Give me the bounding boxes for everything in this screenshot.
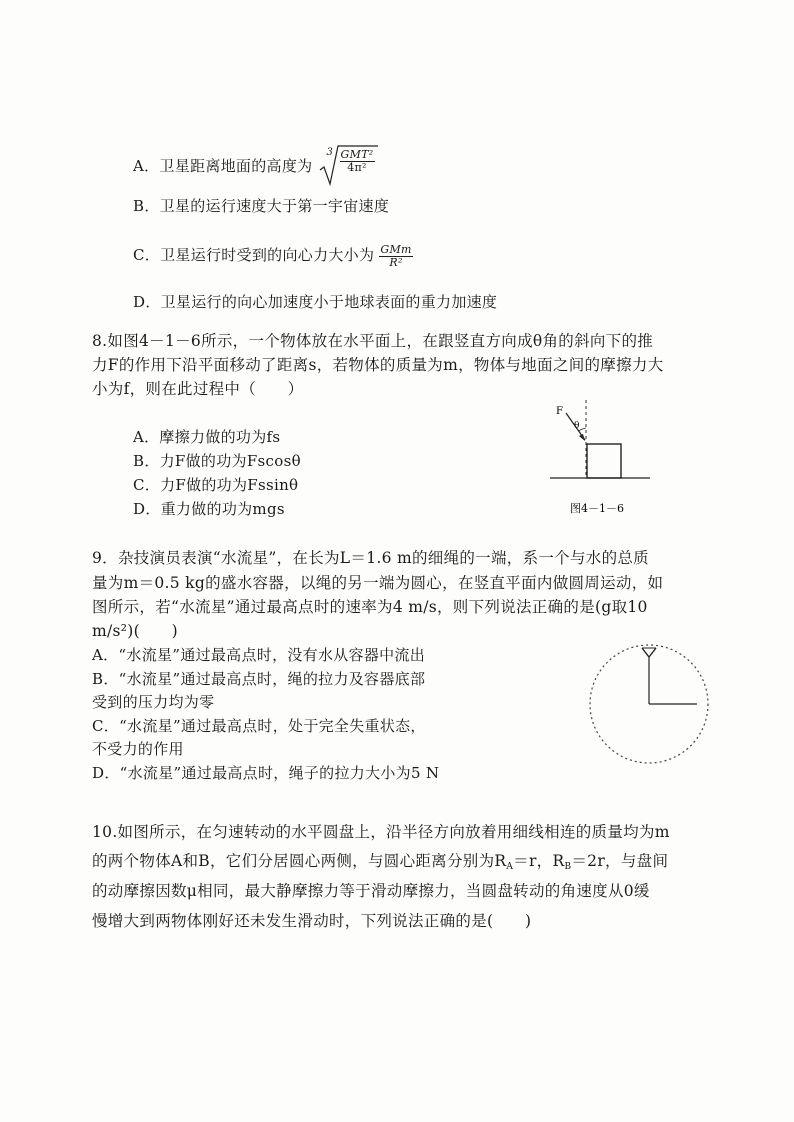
q9-option-a: A．“水流星”通过最高点时，没有水从容器中流出 xyxy=(92,646,426,664)
force-label: F xyxy=(556,406,563,417)
angle-arc xyxy=(579,428,586,431)
figure-4-1-6 xyxy=(550,400,670,520)
q10-stem-line-2-text: 的两个物体A和B，它们分居圆心两侧，与圆心距离分别为R xyxy=(92,852,507,870)
water-container-icon xyxy=(642,648,656,657)
fraction-numerator: GMm xyxy=(380,242,412,256)
q8-option-c: C．力F做的功为Fssinθ xyxy=(133,476,299,494)
q7-option-d: D．卫星运行的向心加速度小于地球表面的重力加速度 xyxy=(133,293,498,311)
root-denominator: 4π² xyxy=(347,161,367,174)
q10-stem-line-1: 10.如图所示，在匀速转动的水平圆盘上，沿半径方向放着用细线相连的质量均为m xyxy=(92,823,670,841)
q7-option-b: B．卫星的运行速度大于第一宇宙速度 xyxy=(133,197,390,215)
fraction-denominator: R² xyxy=(389,255,403,269)
root-numerator: GMT² xyxy=(340,148,374,161)
q8-stem-line-1: 8.如图4－1－6所示，一个物体放在水平面上，在跟竖直方向成θ角的斜向下的推 xyxy=(92,332,654,350)
q8-option-d: D．重力做的功为mgs xyxy=(133,500,285,518)
q10-stem-line-2 xyxy=(92,851,668,877)
q8-option-b: B．力F做的功为Fscosθ xyxy=(133,452,301,470)
q7-option-a-text: A．卫星距离地面的高度为 xyxy=(133,157,313,175)
root-index: 3 xyxy=(326,147,334,158)
root-fraction xyxy=(340,149,375,174)
figure-caption: 图4－1－6 xyxy=(570,502,624,515)
q8-stem-line-3: 小为f，则在此过程中（ ） xyxy=(92,380,304,398)
q10-stem-line-2-mid: ＝r，R xyxy=(513,852,565,870)
angle-label: θ xyxy=(574,421,580,431)
q9-stem-line-4: m/s²)( ) xyxy=(92,622,178,640)
q8-stem-line-2: 力F的作用下沿平面移动了距离s，若物体的质量为m，物体与地面之间的摩擦力大 xyxy=(92,356,664,374)
q9-stem-line-2: 量为m＝0.5 kg的盛水容器，以绳的另一端为圆心，在竖直平面内做圆周运动，如 xyxy=(92,574,664,592)
subscript-b: B xyxy=(564,862,572,872)
q9-stem-line-3: 图所示，若“水流星”通过最高点时的速率为4 m/s，则下列说法正确的是(g取10 xyxy=(92,598,648,616)
q7-option-c-text: C．卫星运行时受到的向心力大小为 xyxy=(133,246,375,264)
block-object xyxy=(587,444,621,478)
q9-option-c-line-2: 不受力的作用 xyxy=(92,740,184,758)
q7-option-c xyxy=(133,240,413,270)
q8-option-a: A．摩擦力做的功为fs xyxy=(133,428,281,446)
cube-root-formula xyxy=(318,142,380,188)
q7-option-a xyxy=(133,144,380,190)
q9-option-c-line-1: C．“水流星”通过最高点时，处于完全失重状态， xyxy=(92,717,426,735)
force-arrow-head xyxy=(579,434,585,441)
water-star-figure xyxy=(587,640,717,770)
q10-stem-line-2-end: ＝2r，与盘间 xyxy=(571,852,669,870)
q10-stem-line-4: 慢增大到两物体刚好还未发生滑动时，下列说法正确的是( ) xyxy=(92,912,532,930)
q9-option-d: D．“水流星”通过最高点时，绳子的拉力大小为5 N xyxy=(92,764,440,782)
q9-option-b-line-1: B．“水流星”通过最高点时，绳的拉力及容器底部 xyxy=(92,670,426,688)
q9-option-b-line-2: 受到的压力均为零 xyxy=(92,693,215,711)
centripetal-force-fraction xyxy=(379,244,412,269)
q9-stem-line-1: 9．杂技演员表演“水流星”，在长为L＝1.6 m的细绳的一端，系一个与水的总质 xyxy=(92,549,649,567)
q10-stem-line-3: 的动摩擦因数μ相同，最大静摩擦力等于滑动摩擦力，当圆盘转动的角速度从0缓 xyxy=(92,882,650,900)
subscript-a: A xyxy=(506,862,514,872)
